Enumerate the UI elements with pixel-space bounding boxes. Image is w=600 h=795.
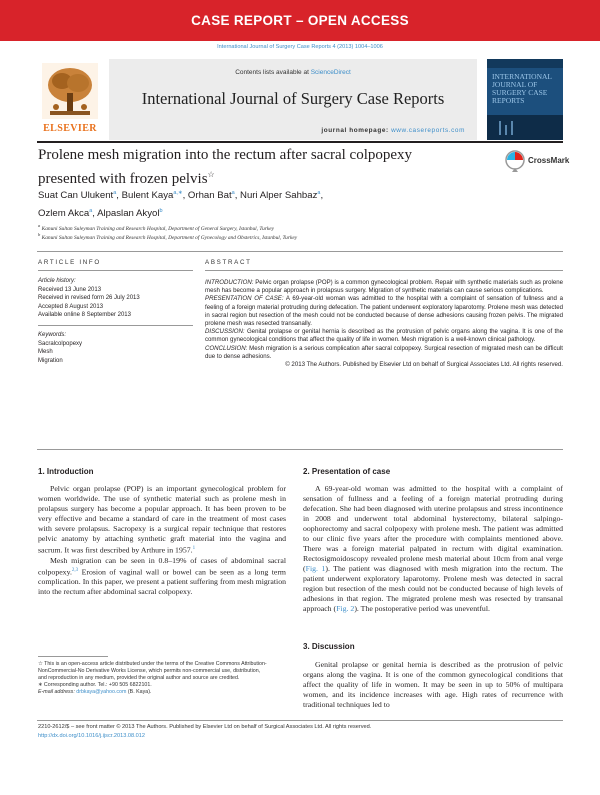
corresponding-author-footnote: ∗ Corresponding author. Tel.: +90 505 6822101. xyxy=(38,682,152,688)
reference-link[interactable]: 1 xyxy=(192,546,196,551)
sciencedirect-link[interactable]: ScienceDirect xyxy=(310,69,351,76)
article-info-rule xyxy=(38,270,193,271)
abstract-label: INTRODUCTION: xyxy=(205,279,254,286)
journal-cover-thumbnail[interactable] xyxy=(487,59,563,140)
history-accepted: Accepted 8 August 2013 xyxy=(38,303,104,310)
doi-line xyxy=(38,733,568,739)
cover-top-strip xyxy=(487,59,563,68)
author-name: Suat Can Ulukent xyxy=(38,190,114,202)
author-name: Orhan Bat xyxy=(187,190,232,202)
keyword: Migration xyxy=(38,357,63,364)
crossmark-icon xyxy=(505,150,525,172)
section-heading-introduction: 1. Introduction xyxy=(38,467,94,476)
author-line-2 xyxy=(38,204,538,222)
affiliation-a xyxy=(38,223,274,232)
section-heading-case: 2. Presentation of case xyxy=(303,467,391,476)
case-report-banner: CASE REPORT – OPEN ACCESS xyxy=(0,0,600,41)
journal-title: International Journal of Surgery Case Reports xyxy=(141,89,445,108)
article-title-line2: presented with frozen pelvis xyxy=(38,171,208,187)
author-list xyxy=(38,186,538,221)
case-text xyxy=(303,484,563,614)
abstract-body xyxy=(205,279,563,369)
keywords-label: Keywords: xyxy=(38,332,67,338)
article-title-line1: Prolene mesh migration into the rectum after sacral colpopexy xyxy=(38,147,413,163)
abstract-conclusion: CONCLUSION: Mesh migration is a serious complication after sacral colpopexy. Surgical resection of migrated mesh can be difficult due to dense adhesions. xyxy=(205,344,563,360)
abstract-rule xyxy=(205,270,563,271)
author-affil-link[interactable]: a xyxy=(317,190,321,196)
contents-prefix: Contents lists available at xyxy=(235,69,311,76)
bottom-rule xyxy=(37,720,563,721)
doi-link[interactable]: http://dx.doi.org/10.1016/j.ijscr.2013.08.012 xyxy=(38,733,145,739)
author-sep: , xyxy=(116,190,122,202)
abstract-case: PRESENTATION OF CASE: A 69-year-old woman was admitted to the hospital with a complaint of sensation of fullness and a feeling of a foreign material protruding during defecation. The patient underwent exploratory laparotomy. Prolene mesh was detected in sacral region but resection of the mesh could not be conducted because of dense adhesions causing frozen pelvis. The migrated prolene mesh was resected transanally. xyxy=(205,295,563,328)
author-name: Nuri Alper Sahbaz xyxy=(240,190,318,202)
intro-paragraph-2: Mesh migration can be seen in 0.8–19% of cases of abdominal sacral colpopexy.$^{2,3}$ Erosion of vaginal wall or bowel can be seen as a long term complication. In this paper, we present a patient suffering from mesh migration into the rectum after abdominal sacral colpopexy. xyxy=(38,555,286,597)
author-affil-link[interactable]: a xyxy=(231,190,235,196)
author-sep: , xyxy=(320,190,324,202)
footnotes xyxy=(38,661,268,696)
open-access-footnote: ☆ This is an open-access article distributed under the terms of the Creative Commons Attribution-NonCommercial-No Derivative Works License, which permits non-commercial use, distribution, and reproduction in any medium, provided the original author and source are credited. xyxy=(38,661,267,681)
author-name: Ozlem Akca xyxy=(38,207,90,219)
email-link[interactable]: drbkaya@yahoo.com xyxy=(76,689,127,695)
elsevier-wordmark: ELSEVIER xyxy=(43,123,97,134)
author-affil-link[interactable]: a xyxy=(89,207,93,214)
author-sep: , xyxy=(92,207,98,219)
affiliation-mark: a xyxy=(38,223,41,228)
reference-link[interactable]: 2,3 xyxy=(71,567,79,573)
keyword: Mesh xyxy=(38,349,53,355)
author-affil-link[interactable]: b xyxy=(159,207,163,214)
crossmark-label: CrossMark xyxy=(528,156,570,165)
author-affil-link[interactable]: a,∗ xyxy=(173,190,183,196)
cover-title: INTERNATIONAL JOURNAL OF SURGERY CASE REPORTS xyxy=(492,72,552,105)
author-line-1 xyxy=(38,186,538,204)
keyword: Sacralcolpopexy xyxy=(38,340,83,347)
case-paragraph-1: A 69-year-old woman was admitted to the hospital with a complaint of sensation of fullness and a feeling of a foreign material protruding during defecation. She had been diagnosed with uterine prolapsus and stress incontinence in 2008 and underwent total abdominal hysterectomy, bilateral salpingo-oophorectomy and sacral colpopexy with prolene mesh. The patient was admitted to our clinic five years after the procedure with complaints mentioned above. There was a foreign material palpated in rectum with digital examination. Rectosigmoidoscopy revealed prolene mesh material about 10cm from anal verge (Fig. 1). The patient was diagnosed with mesh migration into the rectum. The patient underwent exploratory laparotomy. Prolene mesh was detected in sacral region but resection of the mesh could not be conducted because of high levels of adhesions in that region. The migrated prolene mesh was resected by transanal approach (Fig. 2). The postoperative period was uneventful. xyxy=(303,484,563,613)
crossmark-badge[interactable] xyxy=(505,150,570,172)
abstract-label: DISCUSSION: xyxy=(205,328,245,336)
author-name: Alpaslan Akyol xyxy=(97,207,160,219)
history-received: Received 13 June 2013 xyxy=(38,286,102,293)
email-label: E-mail address: xyxy=(38,689,77,695)
masthead-center xyxy=(109,59,477,140)
journal-masthead xyxy=(37,59,563,140)
abstract-intro: INTRODUCTION: Pelvic organ prolapse (POP) is a common gynecological problem. Repair with synthetic materials such as prolene mesh has become a popular approach in prolapsus surgery. Migration of synthetic materials can cause serious complications. xyxy=(205,279,563,295)
discussion-text xyxy=(303,660,563,710)
keywords-rule xyxy=(38,325,193,326)
author-sep: , xyxy=(182,190,188,202)
history-revised: Received in revised form 26 July 2013 xyxy=(38,295,140,301)
section-heading-discussion: 3. Discussion xyxy=(303,642,355,651)
affiliation-text: Kanuni Sultan Suleyman Training and Research Hospital, Department of General Surgery, Istanbul, Turkey xyxy=(41,225,275,232)
cover-bar xyxy=(505,125,507,135)
figure-1-link[interactable]: Fig. 1 xyxy=(305,564,326,573)
article-title xyxy=(38,146,498,189)
article-info-heading: ARTICLE INFO xyxy=(38,259,101,266)
header-divider xyxy=(37,251,563,252)
abstract-label: CONCLUSION: xyxy=(205,344,248,352)
introduction-text xyxy=(38,484,286,597)
author-affil-link[interactable]: a xyxy=(113,190,117,196)
cover-bar xyxy=(511,121,513,135)
abstract-bottom-rule xyxy=(37,449,563,450)
cover-bar xyxy=(499,121,501,135)
journal-citation[interactable]: International Journal of Surgery Case Reports 4 (2013) 1004–1006 xyxy=(217,44,383,50)
abstract-label: PRESENTATION OF CASE: xyxy=(205,295,284,303)
discussion-paragraph-1: Genital prolapse or genital hernia is described as the protrusion of pelvic organs along the vagina. It is one of the common gynecological conditions that affect the quality of life in women. It may be seen in up to 50% of multipara women, and its incidence increases with age. High rates of recurrence with traditional techniques led to xyxy=(303,660,563,709)
figure-2-link[interactable]: Fig. 2 xyxy=(336,604,355,613)
contents-line xyxy=(109,69,477,76)
issn-line: 2210-2612/$ – see front matter © 2013 The Authors. Published by Elsevier Ltd on behalf of Surgical Associates Ltd. All rights reserved. xyxy=(38,724,372,730)
elsevier-logo[interactable] xyxy=(37,63,103,139)
homepage-link[interactable]: www.casereports.com xyxy=(391,127,465,134)
footnote-rule xyxy=(38,656,108,657)
history-online: Available online 8 September 2013 xyxy=(38,312,131,318)
article-history xyxy=(38,277,140,320)
abstract-copyright: © 2013 The Authors. Published by Elsevier Ltd on behalf of Surgical Associates Ltd. All rights reserved. xyxy=(285,361,563,369)
title-footnote-mark[interactable]: ☆ xyxy=(207,170,215,179)
affiliation-b xyxy=(38,232,297,241)
history-label: Article history: xyxy=(38,278,76,284)
abstract-discussion: DISCUSSION: Genital prolapse or genital hernia is described as the protrusion of pelvic organs along the vagina. It is one of the common gynecological conditions that affect the quality of life in women. Mesh migration is a well-known clinical pathology. xyxy=(205,328,563,344)
affiliation-text: Kanuni Sultan Suleyman Training and Research Hospital, Department of Gynecology and Obstetrics, Istanbul, Turkey xyxy=(41,234,298,241)
author-sep: , xyxy=(234,190,241,202)
author-name: Bulent Kaya xyxy=(121,190,174,202)
homepage-label: journal homepage: xyxy=(321,127,392,134)
abstract-heading: ABSTRACT xyxy=(205,259,252,266)
affiliation-mark: b xyxy=(38,232,41,237)
journal-homepage xyxy=(109,127,477,134)
masthead-rule xyxy=(37,141,563,143)
intro-paragraph-1: Pelvic organ prolapse (POP) is an important gynecological problem for women worldwide. The use of synthetic material such as prolene mesh in prolapsus surgery has become a popular approach. It has been proven to be very effective and became a standard of care in the treatment of most cases with severe prolapsus. Sacropexy is a surgical repair technique that restores pelvic anatomy by attaching synthetic graft material into the vagina and sacrum. It was first described by Arthure in 1957.$^1$ xyxy=(38,484,286,555)
elsevier-tree-icon xyxy=(42,63,98,119)
email-footnote: E-mail address: drbkaya@yahoo.com (B. Kaya). xyxy=(38,689,152,695)
keywords xyxy=(38,331,82,365)
